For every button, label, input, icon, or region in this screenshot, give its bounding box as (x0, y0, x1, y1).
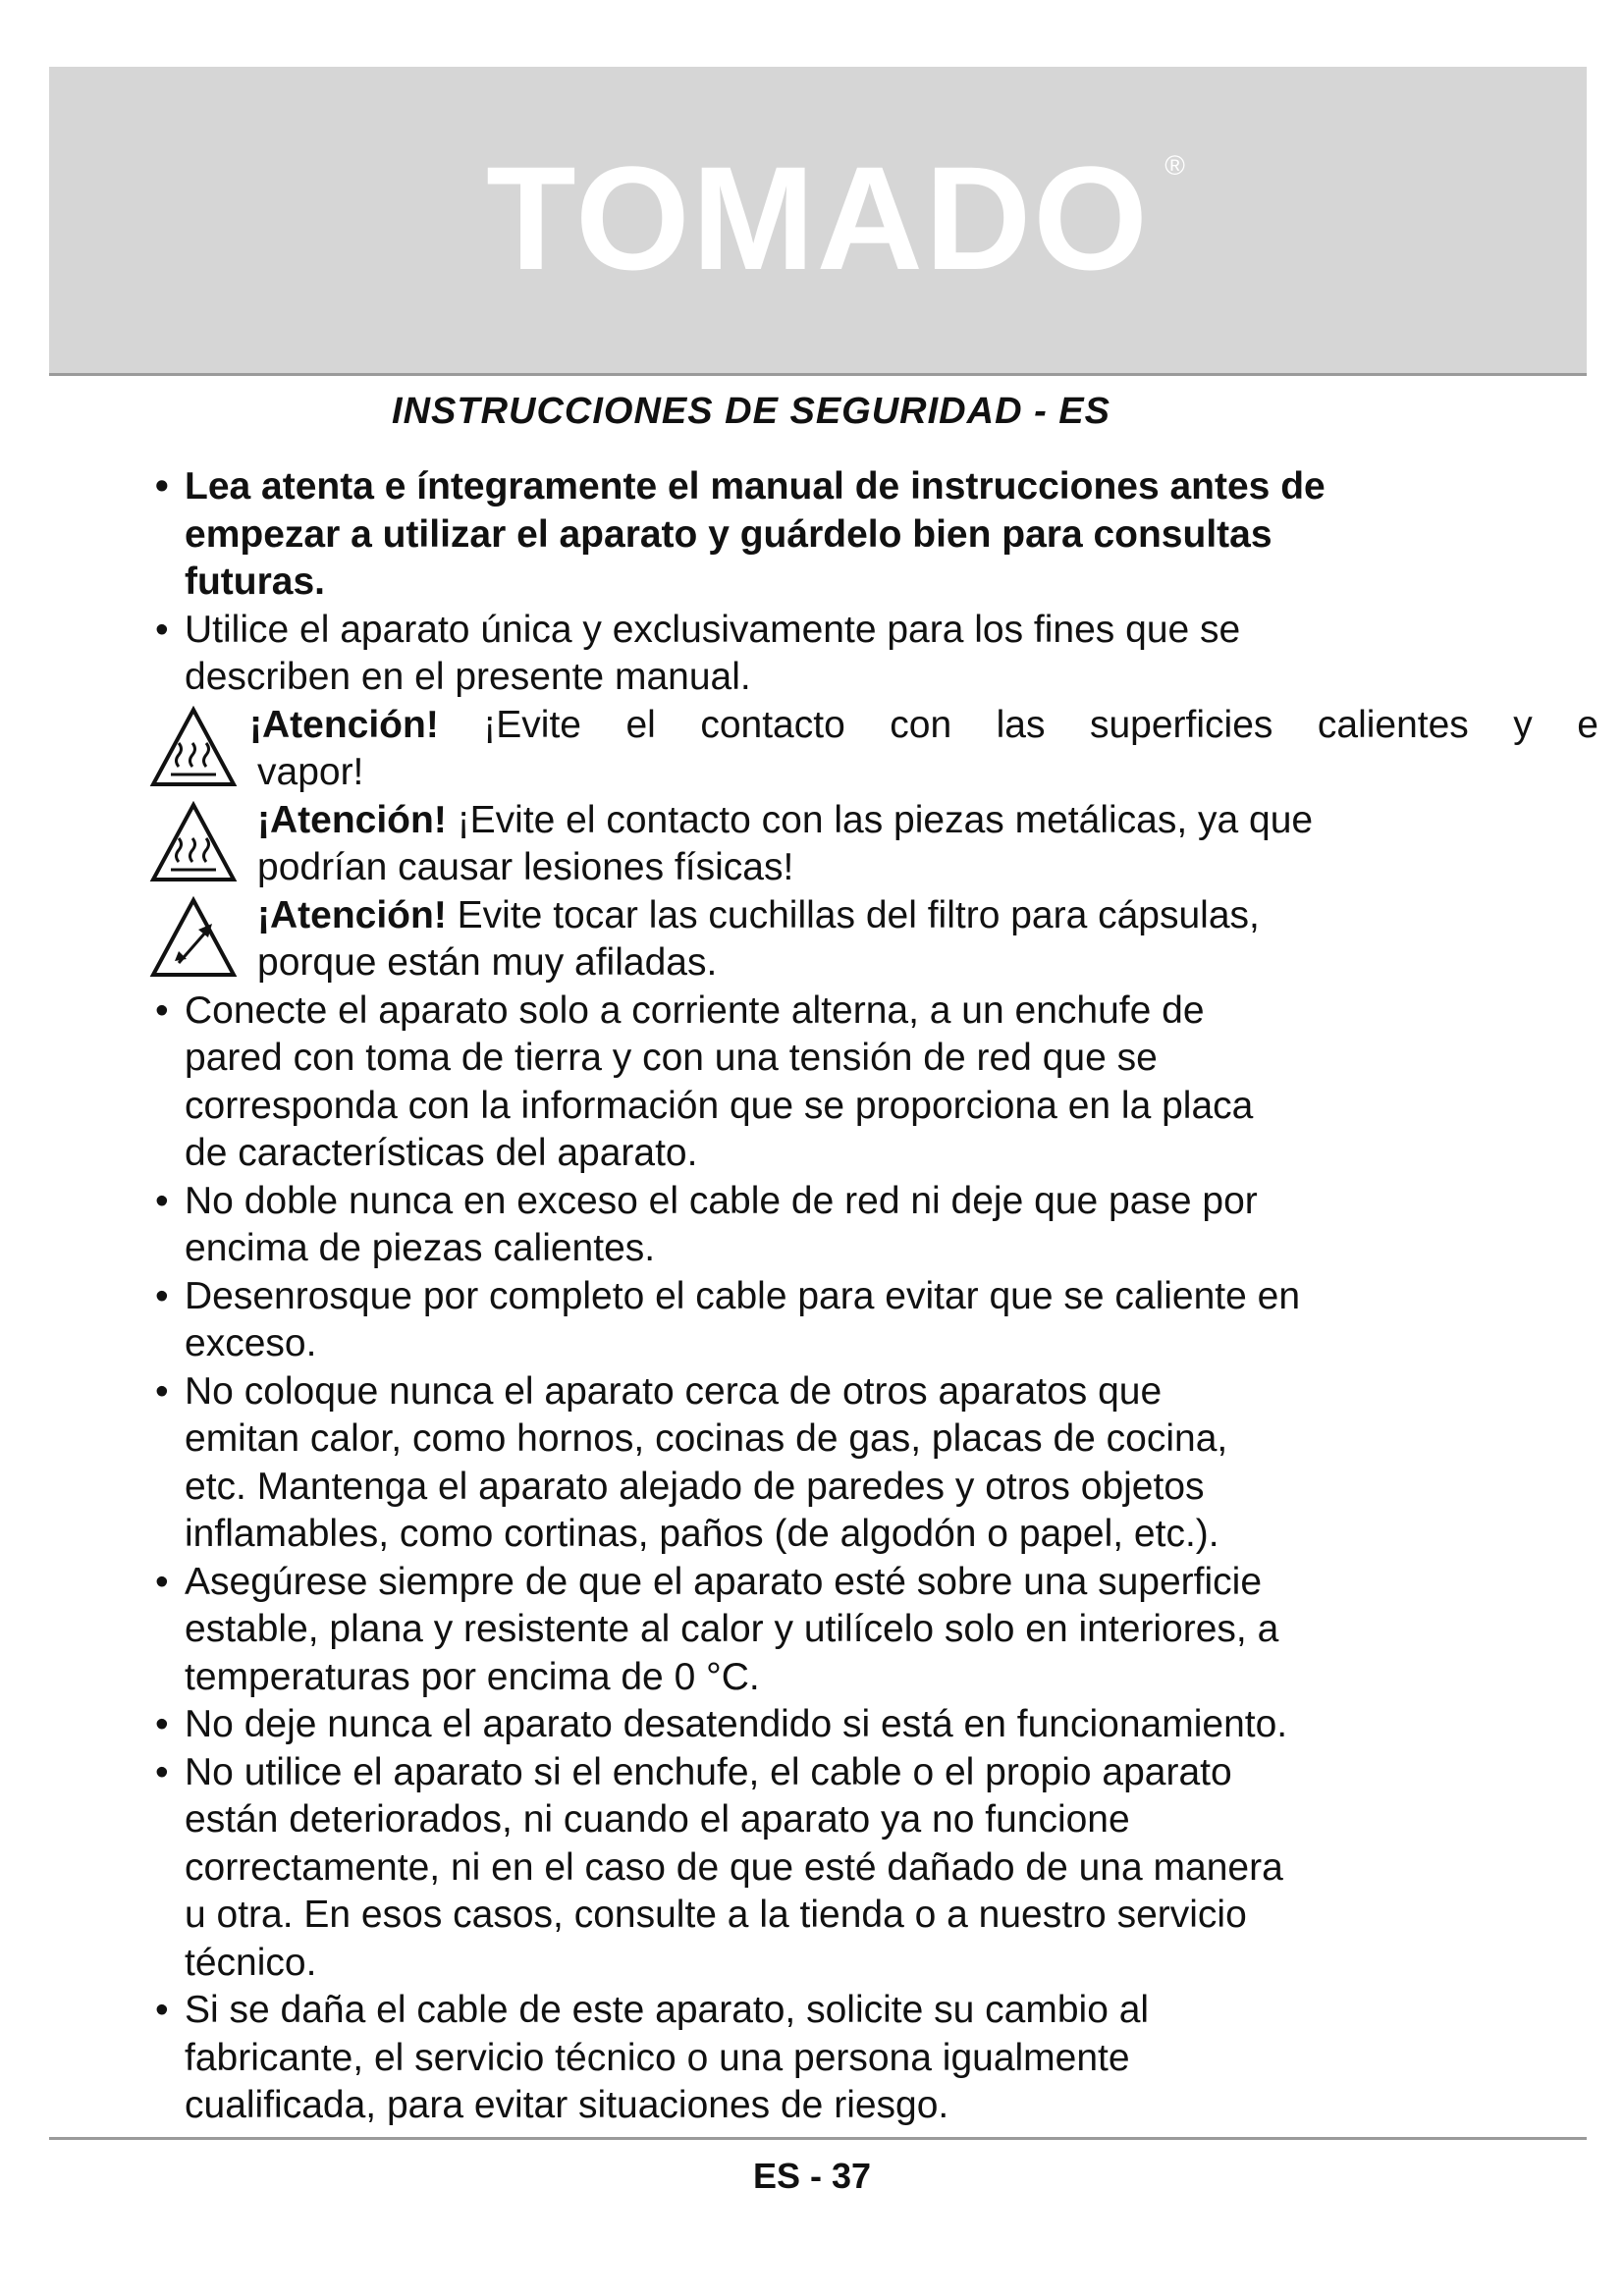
bullet: • (155, 1560, 169, 1603)
instruction-line: No deje nunca el aparato desatendido si está en funcionamiento. (185, 1703, 1288, 1745)
instruction-line: pared con toma de tierra y con una tensión de red que se (185, 1037, 1158, 1079)
instruction-item (155, 1273, 1598, 1368)
warning-label: ¡Atención! (257, 893, 447, 936)
instruction-line: futuras. (185, 561, 326, 603)
instruction-line: están deteriorados, ni cuando el aparato ya no funcione (185, 1798, 1130, 1841)
warning-word: el (625, 703, 656, 746)
instruction-item (155, 1987, 1598, 2130)
instruction-line: Asegúrese siempre de que el aparato esté sobre una superficie (185, 1560, 1263, 1603)
warning-word: ¡Evite (483, 703, 581, 746)
warning-line: porque están muy afiladas. (257, 941, 718, 984)
bullet: • (155, 1179, 169, 1222)
section-title: INSTRUCCIONES DE SEGURIDAD - ES (392, 391, 1110, 432)
footer-divider (49, 2137, 1587, 2140)
instruction-line: empezar a utilizar el aparato y guárdelo bien para consultas (185, 512, 1272, 556)
warning-line (249, 797, 1598, 845)
warning-item (149, 797, 1598, 892)
header-divider (49, 373, 1587, 376)
warning-text: ¡Evite el contacto con las piezas metálicas, ya que (457, 798, 1314, 841)
instruction-item (155, 1701, 1598, 1749)
bullet: • (155, 1369, 169, 1413)
bullet: • (155, 1274, 169, 1317)
instruction-line: Conecte el aparato solo a corriente alterna, a un enchufe de (185, 988, 1205, 1032)
instruction-item (155, 1368, 1598, 1559)
instruction-line: u otra. En esos casos, consulte a la tienda o a nuestro servicio (185, 1894, 1247, 1936)
hot-surface-icon (149, 801, 238, 885)
instruction-line: corresponda con la información que se proporciona en la placa (185, 1084, 1254, 1127)
instruction-line: No utilice el aparato si el enchufe, el cable o el propio aparato (185, 1750, 1232, 1793)
warning-word: con (890, 703, 952, 746)
instruction-line: cualificada, para evitar situaciones de riesgo. (185, 2084, 949, 2126)
warning-word: contacto (700, 703, 845, 746)
instruction-line: inflamables, como cortinas, paños (de algodón o papel, etc.). (185, 1513, 1219, 1555)
warning-line (249, 702, 1598, 750)
instruction-item (155, 1178, 1598, 1273)
instruction-line: No coloque nunca el aparato cerca de otros aparatos que (185, 1369, 1163, 1413)
warning-label: ¡Atención! (249, 703, 439, 746)
warning-word: e (1577, 703, 1598, 746)
bullet: • (155, 465, 169, 507)
instruction-line: correctamente, ni en el caso de que esté dañado de una manera (185, 1845, 1283, 1889)
instruction-line: Utilice el aparato única y exclusivamente para los fines que se (185, 608, 1241, 651)
instruction-item (155, 607, 1598, 702)
instruction-item (155, 463, 1598, 607)
warning-label: ¡Atención! (257, 798, 447, 841)
bullet: • (155, 1750, 169, 1793)
warning-line: podrían causar lesiones físicas! (257, 846, 794, 888)
warning-text: Evite tocar las cuchillas del filtro para cápsulas, (457, 893, 1260, 936)
warning-line (249, 892, 1598, 940)
instruction-line: Lea atenta e íntegramente el manual de instrucciones antes de (185, 465, 1326, 507)
sharp-blade-icon (149, 896, 238, 981)
instruction-line: técnico. (185, 1941, 317, 1984)
instruction-line: estable, plana y resistente al calor y utilícelo solo en interiores, a (185, 1608, 1279, 1650)
instruction-line: temperaturas por encima de 0 °C. (185, 1655, 760, 1698)
instruction-line: etc. Mantenga el aparato alejado de paredes y otros objetos (185, 1465, 1205, 1508)
instruction-line: No doble nunca en exceso el cable de red ni deje que pase por (185, 1179, 1258, 1222)
instruction-line: encima de piezas calientes. (185, 1227, 656, 1269)
registered-mark: ® (1164, 150, 1187, 181)
instruction-item (155, 1559, 1598, 1702)
instruction-line: describen en el presente manual. (185, 656, 751, 698)
bullet: • (155, 1703, 169, 1745)
bullet: • (155, 608, 169, 651)
brand-logo (49, 67, 1587, 373)
warning-line: vapor! (257, 751, 364, 793)
brand-logo-text: TOMADO ® (486, 135, 1187, 300)
bullet: • (155, 988, 169, 1032)
instruction-line: fabricante, el servicio técnico o una persona igualmente (185, 2036, 1130, 2079)
header-banner (49, 67, 1587, 373)
warning-word: superficies (1089, 703, 1273, 746)
instruction-item (155, 1749, 1598, 1988)
safety-instructions (155, 463, 1598, 2130)
page-number: ES - 37 (752, 2156, 872, 2196)
instruction-line: exceso. (185, 1322, 317, 1364)
warning-word: calientes (1317, 703, 1469, 746)
warning-item (149, 892, 1598, 988)
warning-item (149, 702, 1598, 797)
hot-surface-icon (149, 706, 238, 790)
instruction-line: emitan calor, como hornos, cocinas de gas, placas de cocina, (185, 1417, 1228, 1460)
instruction-item (155, 988, 1598, 1178)
warning-word: las (996, 703, 1046, 746)
instruction-line: Desenrosque por completo el cable para evitar que se caliente en (185, 1274, 1301, 1317)
instruction-line: Si se daña el cable de este aparato, solicite su cambio al (185, 1989, 1150, 2031)
warning-word: y (1513, 703, 1533, 746)
instruction-line: de características del aparato. (185, 1132, 698, 1174)
bullet: • (155, 1989, 169, 2031)
